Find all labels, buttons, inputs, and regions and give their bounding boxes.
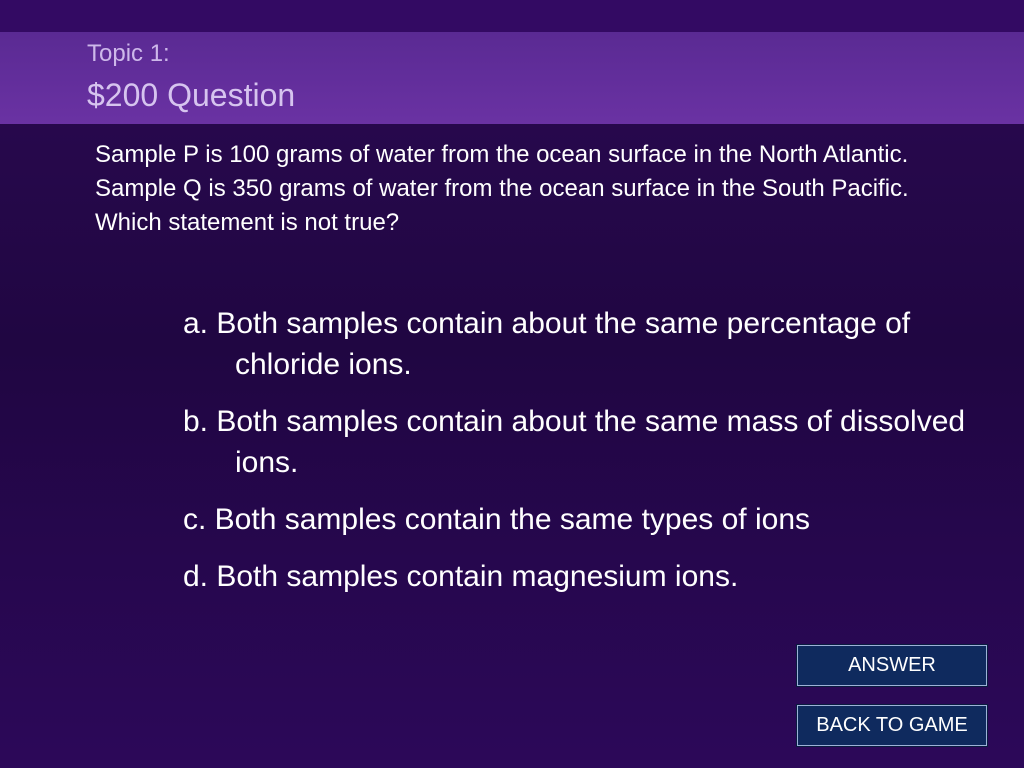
topic-label: Topic 1: [87, 40, 170, 67]
page-title: $200 Question [87, 77, 296, 113]
answer-button[interactable]: ANSWER [797, 645, 987, 686]
answer-options-list [183, 303, 973, 613]
question-text: Sample P is 100 grams of water from the ocean surface in the North Atlantic. Sample Q is 350 grams of water from the ocean surface in the South Pacific. Which statement is not true? [95, 141, 909, 236]
option-b: b. Both samples contain about the same mass of dissolved ions. [183, 405, 966, 479]
back-to-game-button[interactable]: BACK TO GAME [797, 705, 987, 746]
option-c: c. Both samples contain the same types of ions [183, 503, 810, 536]
top-band [0, 0, 1024, 32]
option-d: d. Both samples contain magnesium ions. [183, 560, 739, 593]
option-a: a. Both samples contain about the same percentage of chloride ions. [183, 307, 911, 381]
